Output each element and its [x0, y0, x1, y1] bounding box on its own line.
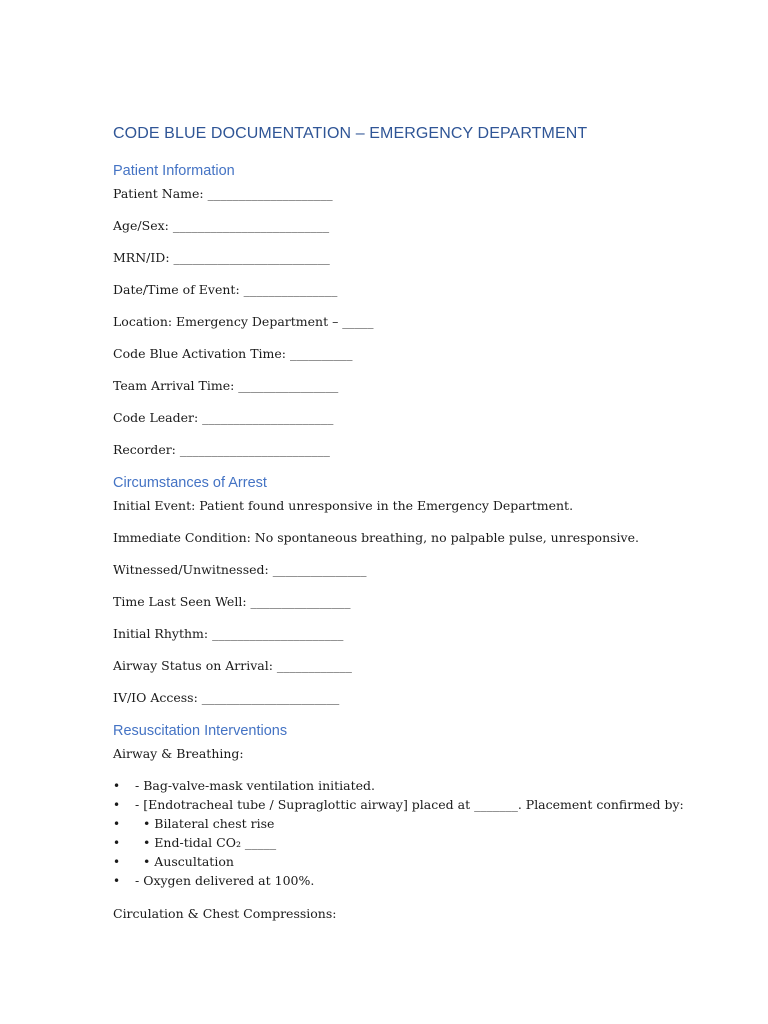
bullet-icon: • [113, 817, 121, 831]
patient-name-field: Patient Name: ____________________ [113, 186, 333, 201]
initial-event-line: Initial Event: Patient found unresponsive in the Emergency Department. [113, 498, 574, 513]
bullet-icon: • [113, 855, 121, 869]
bullet-icon: • [113, 874, 121, 888]
list-item-text: - Bag-valve-mask ventilation initiated. [135, 778, 375, 793]
immediate-condition-line: Immediate Condition: No spontaneous breathing, no palpable pulse, unresponsive. [113, 530, 639, 545]
iv-io-access-field: IV/IO Access: ______________________ [113, 690, 340, 705]
document-title: CODE BLUE DOCUMENTATION – EMERGENCY DEPARTMENT [113, 125, 588, 142]
code-leader-field: Code Leader: _____________________ [113, 410, 334, 425]
list-item-text: - [Endotracheal tube / Supraglottic airway] placed at _______. Placement confirmed by: [135, 797, 684, 812]
bullet-icon: • [113, 779, 121, 793]
list-item-text: • Auscultation [135, 854, 234, 869]
list-item-text: • Bilateral chest rise [135, 816, 275, 831]
recorder-field: Recorder: ________________________ [113, 442, 330, 457]
mrn-id-field: MRN/ID: _________________________ [113, 250, 330, 265]
bullet-icon: • [113, 798, 121, 812]
list-item-text: - Oxygen delivered at 100%. [135, 873, 315, 888]
list-item-text: • End-tidal CO₂ _____ [135, 835, 277, 850]
circumstances-heading: Circumstances of Arrest [113, 475, 267, 491]
airway-breathing-label: Airway & Breathing: [113, 746, 244, 761]
bullet-icon: • [113, 836, 121, 850]
age-sex-field: Age/Sex: _________________________ [113, 218, 330, 233]
location-field: Location: Emergency Department – _____ [113, 314, 374, 329]
airway-status-field: Airway Status on Arrival: ____________ [113, 658, 352, 673]
time-last-seen-field: Time Last Seen Well: ________________ [113, 594, 351, 609]
witnessed-field: Witnessed/Unwitnessed: _______________ [113, 562, 367, 577]
circulation-label: Circulation & Chest Compressions: [113, 906, 337, 921]
resuscitation-heading: Resuscitation Interventions [113, 723, 288, 739]
date-time-field: Date/Time of Event: _______________ [113, 282, 338, 297]
activation-time-field: Code Blue Activation Time: __________ [113, 346, 353, 361]
team-arrival-field: Team Arrival Time: ________________ [113, 378, 339, 393]
patient-information-heading: Patient Information [113, 163, 235, 179]
initial-rhythm-field: Initial Rhythm: _____________________ [113, 626, 344, 641]
